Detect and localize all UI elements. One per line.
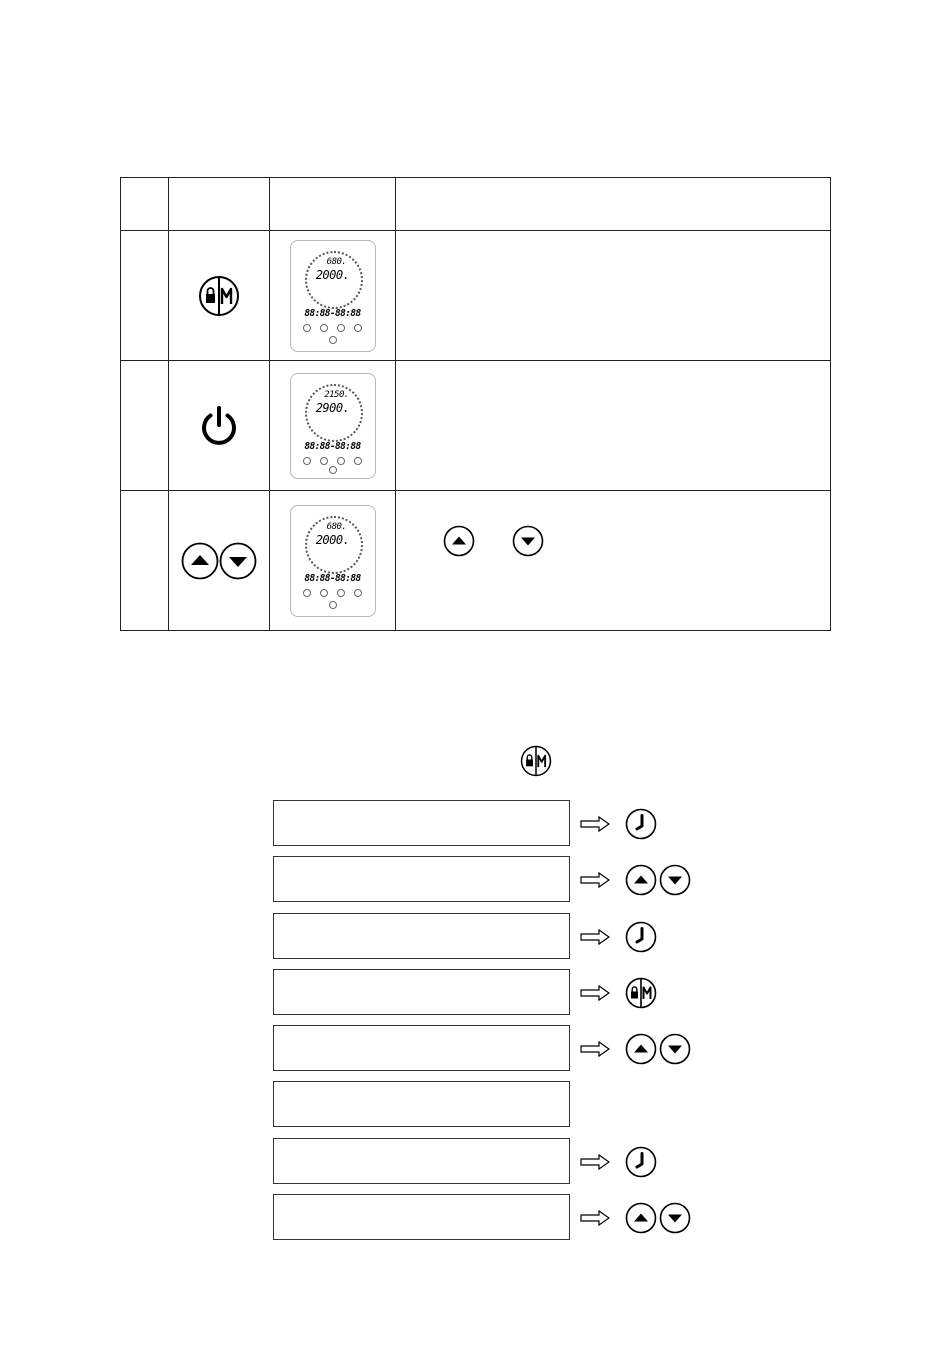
flow-step-box	[273, 1081, 570, 1127]
flow-arrow-icon	[580, 985, 610, 1001]
description-cell	[396, 231, 831, 361]
display-big-value: 2900.	[315, 400, 350, 415]
device-display	[290, 373, 376, 479]
up-arrow-icon	[625, 864, 657, 896]
lock-mode-icon	[520, 745, 552, 777]
flow-arrow-icon	[580, 872, 610, 888]
row-number-cell	[121, 491, 169, 631]
flow-step-box	[273, 1194, 570, 1240]
device-power-key	[329, 466, 337, 474]
display-segments: 88:88-88:88	[304, 572, 361, 584]
flow-step-box	[273, 1025, 570, 1071]
flow-action	[625, 808, 657, 840]
flow-action	[625, 864, 691, 896]
key-cell	[169, 231, 270, 361]
device-keys	[303, 457, 363, 465]
flow-arrow-icon	[580, 1154, 610, 1170]
flow-arrow-icon	[580, 929, 610, 945]
display-segments: 88:88-88:88	[304, 307, 361, 319]
up-arrow-icon	[443, 525, 475, 557]
header-cell	[396, 178, 831, 231]
table-header-row	[121, 178, 831, 231]
display-small-value: 680.	[326, 256, 347, 267]
header-cell	[121, 178, 169, 231]
flow-action	[625, 1202, 691, 1234]
down-arrow-icon	[659, 1033, 691, 1065]
row-number-cell	[121, 361, 169, 491]
device-display	[290, 505, 376, 617]
flow-action	[625, 921, 657, 953]
display-big-value: 2000.	[315, 267, 350, 282]
table-row	[121, 361, 831, 491]
table-row	[121, 231, 831, 361]
header-cell	[169, 178, 270, 231]
flow-action	[625, 977, 657, 1009]
clock-icon	[625, 808, 657, 840]
display-big-value: 2000.	[315, 532, 350, 547]
display-small-value: 2150.	[324, 389, 349, 400]
clock-icon	[625, 1146, 657, 1178]
header-cell	[270, 178, 396, 231]
up-arrow-icon	[625, 1202, 657, 1234]
row-number-cell	[121, 231, 169, 361]
lock-mode-icon	[198, 275, 240, 317]
down-arrow-icon	[659, 864, 691, 896]
clock-icon	[625, 921, 657, 953]
device-power-key	[329, 601, 337, 609]
flow-step-box	[273, 800, 570, 846]
key-cell	[169, 361, 270, 491]
up-arrow-icon	[181, 542, 219, 580]
flow-arrow-icon	[580, 1210, 610, 1226]
flow-arrow-icon	[580, 816, 610, 832]
flow-action	[625, 1146, 657, 1178]
description-cell	[396, 491, 831, 631]
display-small-value: 680.	[326, 521, 347, 532]
flow-step-box	[273, 969, 570, 1015]
key-function-table	[120, 177, 831, 631]
display-cell	[270, 491, 396, 631]
table-row	[121, 491, 831, 631]
display-cell	[270, 231, 396, 361]
display-segments: 88:88-88:88	[304, 440, 361, 452]
lock-mode-icon	[625, 977, 657, 1009]
down-arrow-icon	[659, 1202, 691, 1234]
key-cell	[169, 491, 270, 631]
device-power-key	[329, 336, 337, 344]
down-arrow-icon	[219, 542, 257, 580]
description-cell	[396, 361, 831, 491]
up-arrow-icon	[625, 1033, 657, 1065]
device-keys	[303, 589, 363, 597]
display-cell	[270, 361, 396, 491]
flow-step-box	[273, 1138, 570, 1184]
device-display	[290, 240, 376, 352]
down-arrow-icon	[512, 525, 544, 557]
flow-step-box	[273, 913, 570, 959]
flow-step-box	[273, 856, 570, 902]
power-icon	[198, 403, 240, 449]
flow-action	[625, 1033, 691, 1065]
flow-arrow-icon	[580, 1041, 610, 1057]
device-keys	[303, 324, 363, 332]
